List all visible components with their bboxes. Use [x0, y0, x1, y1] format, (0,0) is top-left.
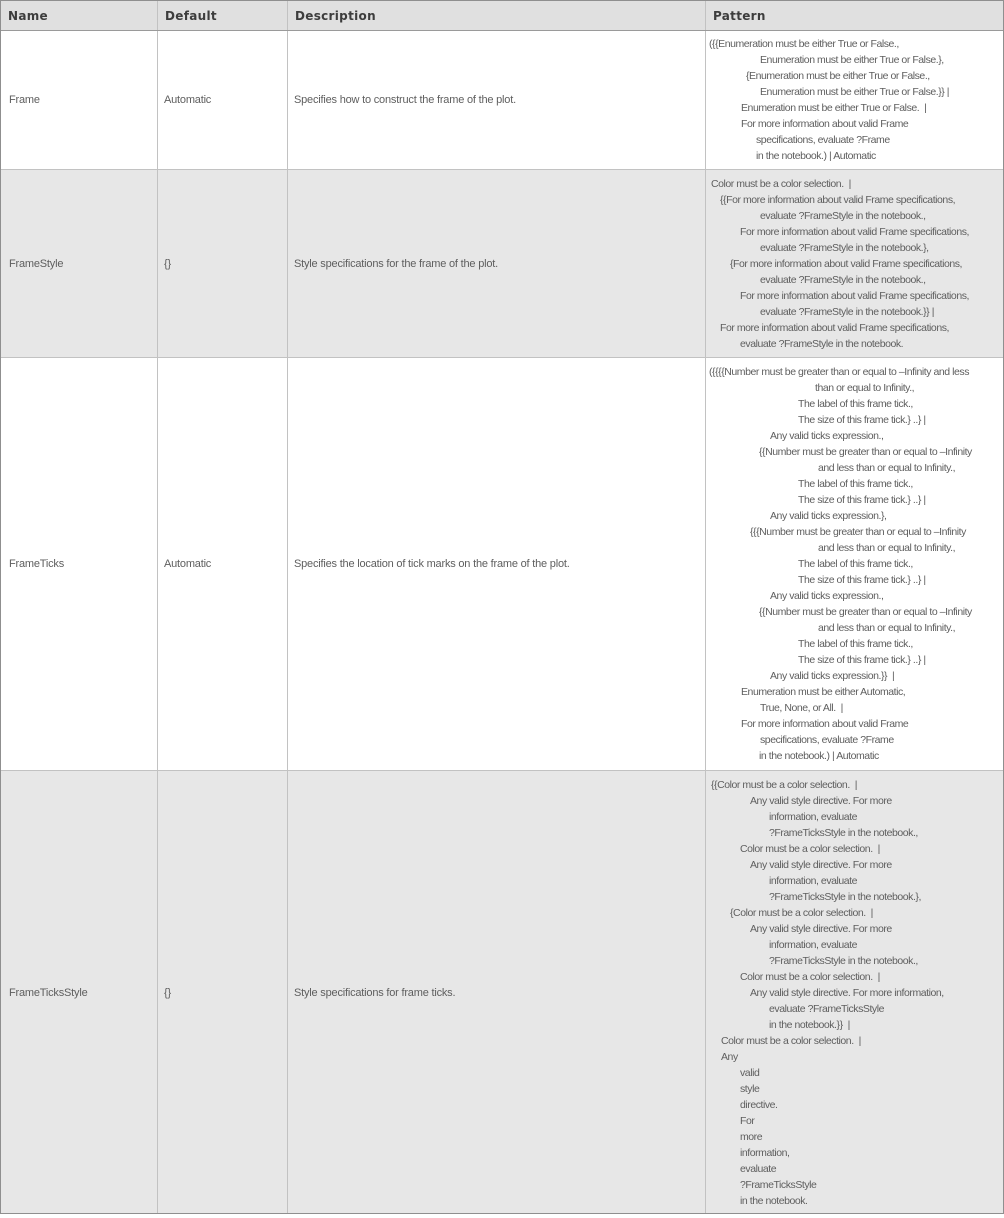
pattern-line: in the notebook.) | Automatic [756, 150, 876, 162]
pattern-line: ({{Enumeration must be either True or False., [709, 38, 899, 50]
pattern-line: directive. [740, 1099, 778, 1111]
pattern-line: information, evaluate [769, 939, 858, 951]
pattern-line: Any valid style directive. For more [750, 859, 892, 871]
pattern-line: Any valid style directive. For more [750, 795, 892, 807]
pattern-line: {Color must be a color selection. | [730, 907, 873, 919]
table-row [1, 771, 1003, 1214]
pattern-line: evaluate ?FrameStyle in the notebook.}} | [760, 305, 934, 318]
pattern-line: {{For more information about valid Frame specifications, [720, 193, 956, 206]
pattern-line: For more information about valid Frame [741, 118, 909, 130]
pattern-line: evaluate ?FrameStyle in the notebook.}, [760, 241, 929, 254]
option-pattern [706, 358, 1003, 770]
pattern-line: and less than or equal to Infinity., [818, 542, 956, 554]
pattern-line: evaluate ?FrameStyle in the notebook., [760, 209, 926, 222]
pattern-line: in the notebook. [740, 1195, 808, 1207]
pattern-line: The label of this frame tick., [798, 638, 913, 650]
pattern-line: The label of this frame tick., [798, 398, 913, 410]
table-row [1, 358, 1003, 771]
pattern-line: in the notebook.}} | [769, 1019, 850, 1031]
pattern-line: Any valid ticks expression., [770, 430, 884, 442]
pattern-line: information, [740, 1147, 790, 1159]
pattern-line: evaluate ?FrameStyle in the notebook., [760, 273, 926, 286]
pattern-line: information, evaluate [769, 875, 858, 887]
pattern-line: and less than or equal to Infinity., [818, 622, 956, 634]
pattern-line: and less than or equal to Infinity., [818, 462, 956, 474]
pattern-line: style [740, 1083, 760, 1095]
column-header-default: Default [158, 1, 288, 30]
option-description: Style specifications for frame ticks. [288, 771, 706, 1214]
pattern-line: Color must be a color selection. | [740, 971, 880, 983]
pattern-line: {Enumeration must be either True or False., [746, 70, 930, 82]
option-default: Automatic [158, 358, 288, 770]
pattern-line: Color must be a color selection. | [740, 843, 880, 855]
pattern-line: more [740, 1131, 763, 1143]
pattern-line: The size of this frame tick.} ..} | [798, 414, 926, 426]
column-header-pattern: Pattern [713, 8, 766, 23]
pattern-line: {{{Number must be greater than or equal to –Infinity [750, 526, 966, 538]
pattern-line: specifications, evaluate ?Frame [760, 734, 894, 746]
pattern-line: The size of this frame tick.} ..} | [798, 494, 926, 506]
pattern-line: The size of this frame tick.} ..} | [798, 574, 926, 586]
pattern-line: in the notebook.) | Automatic [759, 750, 879, 762]
pattern-line: For [740, 1115, 755, 1127]
pattern-line: ({{{{Number must be greater than or equal to –Infinity and less [709, 366, 969, 378]
option-name: FrameTicks [1, 358, 158, 770]
pattern-line: Enumeration must be either Automatic, [741, 686, 906, 698]
pattern-line: than or equal to Infinity., [815, 382, 915, 394]
pattern-line: For more information about valid Frame specifications, [740, 225, 969, 238]
option-pattern [706, 31, 1003, 169]
option-description: Specifies the location of tick marks on the frame of the plot. [288, 358, 706, 770]
pattern-line: Any valid ticks expression., [770, 590, 884, 602]
pattern-line: For more information about valid Frame [741, 718, 909, 730]
pattern-line: Any valid style directive. For more information, [750, 987, 944, 999]
pattern-line: Any [721, 1051, 738, 1063]
option-name: FrameStyle [1, 170, 158, 357]
table-header [1, 1, 1003, 31]
pattern-line: Any valid ticks expression.}} | [770, 670, 895, 682]
pattern-line: Color must be a color selection. | [721, 1035, 861, 1047]
table-row [1, 31, 1003, 170]
option-default: Automatic [158, 31, 288, 169]
pattern-line: ?FrameTicksStyle [740, 1179, 817, 1191]
pattern-line: Enumeration must be either True or False.}, [760, 54, 944, 66]
option-description: Specifies how to construct the frame of the plot. [288, 31, 706, 169]
table-row [1, 170, 1003, 358]
pattern-line: evaluate ?FrameStyle in the notebook. [740, 337, 904, 350]
pattern-line: ?FrameTicksStyle in the notebook., [769, 955, 918, 967]
pattern-line: {{Color must be a color selection. | [711, 779, 857, 791]
option-description: Style specifications for the frame of the plot. [288, 170, 706, 357]
pattern-line: Enumeration must be either True or False. | [741, 102, 927, 114]
option-name: Frame [1, 31, 158, 169]
column-header-name: Name [1, 1, 158, 30]
pattern-line: For more information about valid Frame specifications, [740, 289, 969, 302]
pattern-line: True, None, or All. | [760, 702, 843, 714]
option-pattern [706, 771, 1003, 1214]
pattern-line: Enumeration must be either True or False.}} | [760, 86, 950, 98]
pattern-line: evaluate ?FrameTicksStyle [769, 1003, 884, 1015]
pattern-line: For more information about valid Frame specifications, [720, 321, 949, 334]
pattern-line: ?FrameTicksStyle in the notebook.}, [769, 891, 921, 903]
pattern-line: information, evaluate [769, 811, 858, 823]
pattern-line: specifications, evaluate ?Frame [756, 134, 890, 146]
pattern-line: Any valid ticks expression.}, [770, 510, 887, 522]
pattern-line: Color must be a color selection. | [711, 177, 851, 190]
pattern-line: The label of this frame tick., [798, 478, 913, 490]
pattern-line: The label of this frame tick., [798, 558, 913, 570]
pattern-line: evaluate [740, 1163, 777, 1175]
option-pattern [706, 170, 1003, 357]
column-header-description: Description [288, 1, 706, 30]
pattern-line: {{Number must be greater than or equal to –Infinity [759, 606, 972, 618]
pattern-line: The size of this frame tick.} ..} | [798, 654, 926, 666]
pattern-line: {For more information about valid Frame specifications, [730, 257, 963, 270]
pattern-line: {{Number must be greater than or equal to –Infinity [759, 446, 972, 458]
option-default: {} [158, 170, 288, 357]
option-default: {} [158, 771, 288, 1214]
pattern-line: ?FrameTicksStyle in the notebook., [769, 827, 918, 839]
pattern-line: Any valid style directive. For more [750, 923, 892, 935]
pattern-line: valid [740, 1067, 760, 1079]
option-name: FrameTicksStyle [1, 771, 158, 1214]
